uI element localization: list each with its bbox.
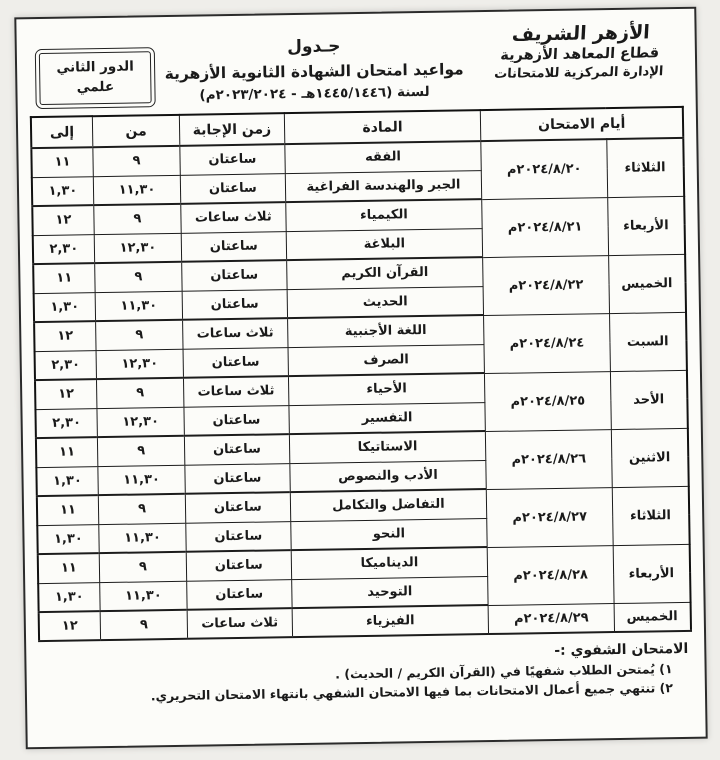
duration-cell: ساعتان (180, 173, 285, 204)
title-main: مواعيد امتحان الشهادة الثانوية الأزهرية (164, 60, 464, 84)
subject-cell: النحو (290, 518, 487, 550)
exam-date-cell: ٢٠٢٤/٨/٢٦م (486, 429, 612, 489)
day-name-cell: الأربعاء (613, 544, 691, 603)
duration-cell: ساعتان (186, 550, 291, 581)
to-cell: ١١ (36, 437, 98, 467)
duration-cell: ساعتان (185, 492, 290, 523)
letterhead-administration-name: الإدارة المركزية للامتحانات (493, 64, 664, 82)
subject-cell: الديناميكا (291, 547, 488, 579)
exam-round-label: الدور الثاني (56, 58, 134, 76)
exam-date-cell: ٢٠٢٤/٨/٢٢م (483, 255, 609, 315)
from-cell: ١١,٣٠ (99, 523, 187, 553)
duration-cell: ساعتان (180, 144, 285, 175)
track-label: علمي (76, 78, 115, 95)
letterhead-sector-name: قطاع المعاهد الأزهرية (499, 45, 660, 64)
duration-cell: ثلاث ساعات (181, 202, 286, 233)
from-cell: ٩ (96, 378, 184, 408)
from-cell: ١٢,٣٠ (96, 349, 184, 379)
duration-cell: ساعتان (187, 579, 292, 610)
notes-list (39, 661, 689, 705)
note-item: ١) يُمتحن الطلاب شفهيًا في (القرآن الكريم / الحديث) . (335, 661, 673, 682)
azhar-letterhead (475, 21, 684, 82)
day-name-cell: الخميس (614, 602, 691, 632)
exam-date-cell: ٢٠٢٤/٨/٢٤م (484, 313, 610, 373)
to-cell: ٢,٣٠ (35, 350, 97, 380)
to-cell: ١,٣٠ (38, 582, 100, 612)
subject-cell: القرآن الكريم (286, 257, 483, 289)
from-cell: ٩ (94, 204, 182, 234)
col-header-exam-days: أيام الامتحان (481, 107, 684, 141)
exam-date-cell: ٢٠٢٤/٨/٢٩م (488, 603, 614, 634)
to-cell: ١٢ (35, 379, 97, 409)
day-name-cell: الأحد (610, 370, 688, 429)
exam-date-cell: ٢٠٢٤/٨/٢٨م (488, 545, 614, 605)
duration-cell: ساعتان (184, 405, 289, 436)
letterhead-org-name: الأزهر الشريف (511, 21, 651, 46)
to-cell: ١١ (31, 147, 93, 177)
subject-cell: التفاضل والتكامل (290, 489, 487, 521)
col-header-from: من (92, 115, 180, 147)
document-page (14, 7, 707, 750)
title-word: جـدول (287, 36, 341, 58)
from-cell: ١١,٣٠ (95, 291, 183, 321)
duration-cell: ساعتان (185, 463, 290, 494)
note-item: ٢) تنتهي جميع أعمال الامتحانات بما فيها الامتحان الشفهي بانتهاء الامتحان التحريري. (150, 680, 674, 704)
from-cell: ١١,٣٠ (98, 465, 186, 495)
to-cell: ١,٣٠ (37, 524, 99, 554)
title-year: لسنة (١٤٤٥/١٤٤٦هـ - ٢٠٢٣/٢٠٢٤م) (199, 83, 430, 104)
exam-date-cell: ٢٠٢٤/٨/٢٠م (481, 139, 607, 199)
day-name-cell: السبت (609, 312, 687, 371)
to-cell: ٢,٣٠ (35, 408, 97, 438)
day-name-cell: الثلاثاء (612, 486, 690, 545)
exam-table-body (31, 138, 691, 641)
subject-cell: الحديث (287, 286, 484, 318)
from-cell: ١١,٣٠ (93, 175, 181, 205)
subject-cell: الاستاتيكا (289, 431, 486, 463)
to-cell: ١,٣٠ (36, 466, 98, 496)
to-cell: ٢,٣٠ (33, 234, 95, 264)
subject-cell: الأحياء (288, 373, 485, 405)
exam-date-cell: ٢٠٢٤/٨/٢٧م (487, 487, 613, 547)
duration-cell: ساعتان (186, 521, 291, 552)
duration-cell: ساعتان (181, 231, 286, 262)
to-cell: ١١ (33, 263, 95, 293)
to-cell: ١١ (37, 495, 99, 525)
subject-cell: الفقه (284, 141, 481, 173)
to-cell: ١١ (38, 553, 100, 583)
day-name-cell: الثلاثاء (606, 138, 684, 197)
notes-title: الامتحان الشفوي :- (554, 640, 689, 659)
subject-cell: الكيمياء (285, 199, 482, 231)
exam-date-cell: ٢٠٢٤/٨/٢١م (482, 197, 608, 257)
from-cell: ٩ (97, 436, 185, 466)
from-cell: ١٢,٣٠ (94, 233, 182, 263)
col-header-duration: زمن الإجابة (180, 113, 285, 146)
col-header-to: إلى (31, 116, 93, 148)
day-name-cell: الأربعاء (607, 196, 685, 255)
subject-cell: التفسير (288, 402, 485, 434)
from-cell: ٩ (98, 494, 186, 524)
exam-date-cell: ٢٠٢٤/٨/٢٥م (485, 371, 611, 431)
subject-cell: الصرف (288, 344, 485, 376)
to-cell: ١,٣٠ (32, 176, 94, 206)
from-cell: ٩ (94, 262, 182, 292)
duration-cell: ثلاث ساعات (184, 376, 289, 407)
exam-schedule-table (30, 106, 692, 642)
to-cell: ١,٣٠ (34, 292, 96, 322)
duration-cell: ساعتان (182, 260, 287, 291)
subject-cell: الأدب والنصوص (289, 460, 486, 492)
duration-cell: ساعتان (182, 289, 287, 320)
duration-cell: ساعتان (183, 347, 288, 378)
to-cell: ١٢ (32, 205, 94, 235)
document-title-block (151, 34, 478, 104)
document-header (28, 19, 683, 106)
duration-cell: ساعتان (185, 434, 290, 465)
col-header-subject: المادة (284, 110, 481, 144)
duration-cell: ثلاث ساعات (183, 318, 288, 349)
to-cell: ١٢ (39, 611, 101, 641)
subject-cell: الجبر والهندسة الفراغية (285, 170, 482, 202)
subject-cell: البلاغة (286, 228, 483, 260)
subject-cell: التوحيد (291, 576, 488, 608)
from-cell: ٩ (93, 146, 181, 176)
from-cell: ٩ (95, 320, 183, 350)
round-and-track-box (39, 51, 152, 105)
subject-cell: الفيزياء (292, 605, 489, 637)
day-name-cell: الخميس (608, 254, 686, 313)
notes-section (38, 641, 693, 705)
from-cell: ٩ (100, 610, 188, 640)
from-cell: ٩ (99, 552, 187, 582)
subject-cell: اللغة الأجنبية (287, 315, 484, 347)
from-cell: ١٢,٣٠ (97, 407, 185, 437)
from-cell: ١١,٣٠ (100, 581, 188, 611)
day-name-cell: الاثنين (611, 428, 689, 487)
to-cell: ١٢ (34, 321, 96, 351)
duration-cell: ثلاث ساعات (187, 608, 292, 639)
